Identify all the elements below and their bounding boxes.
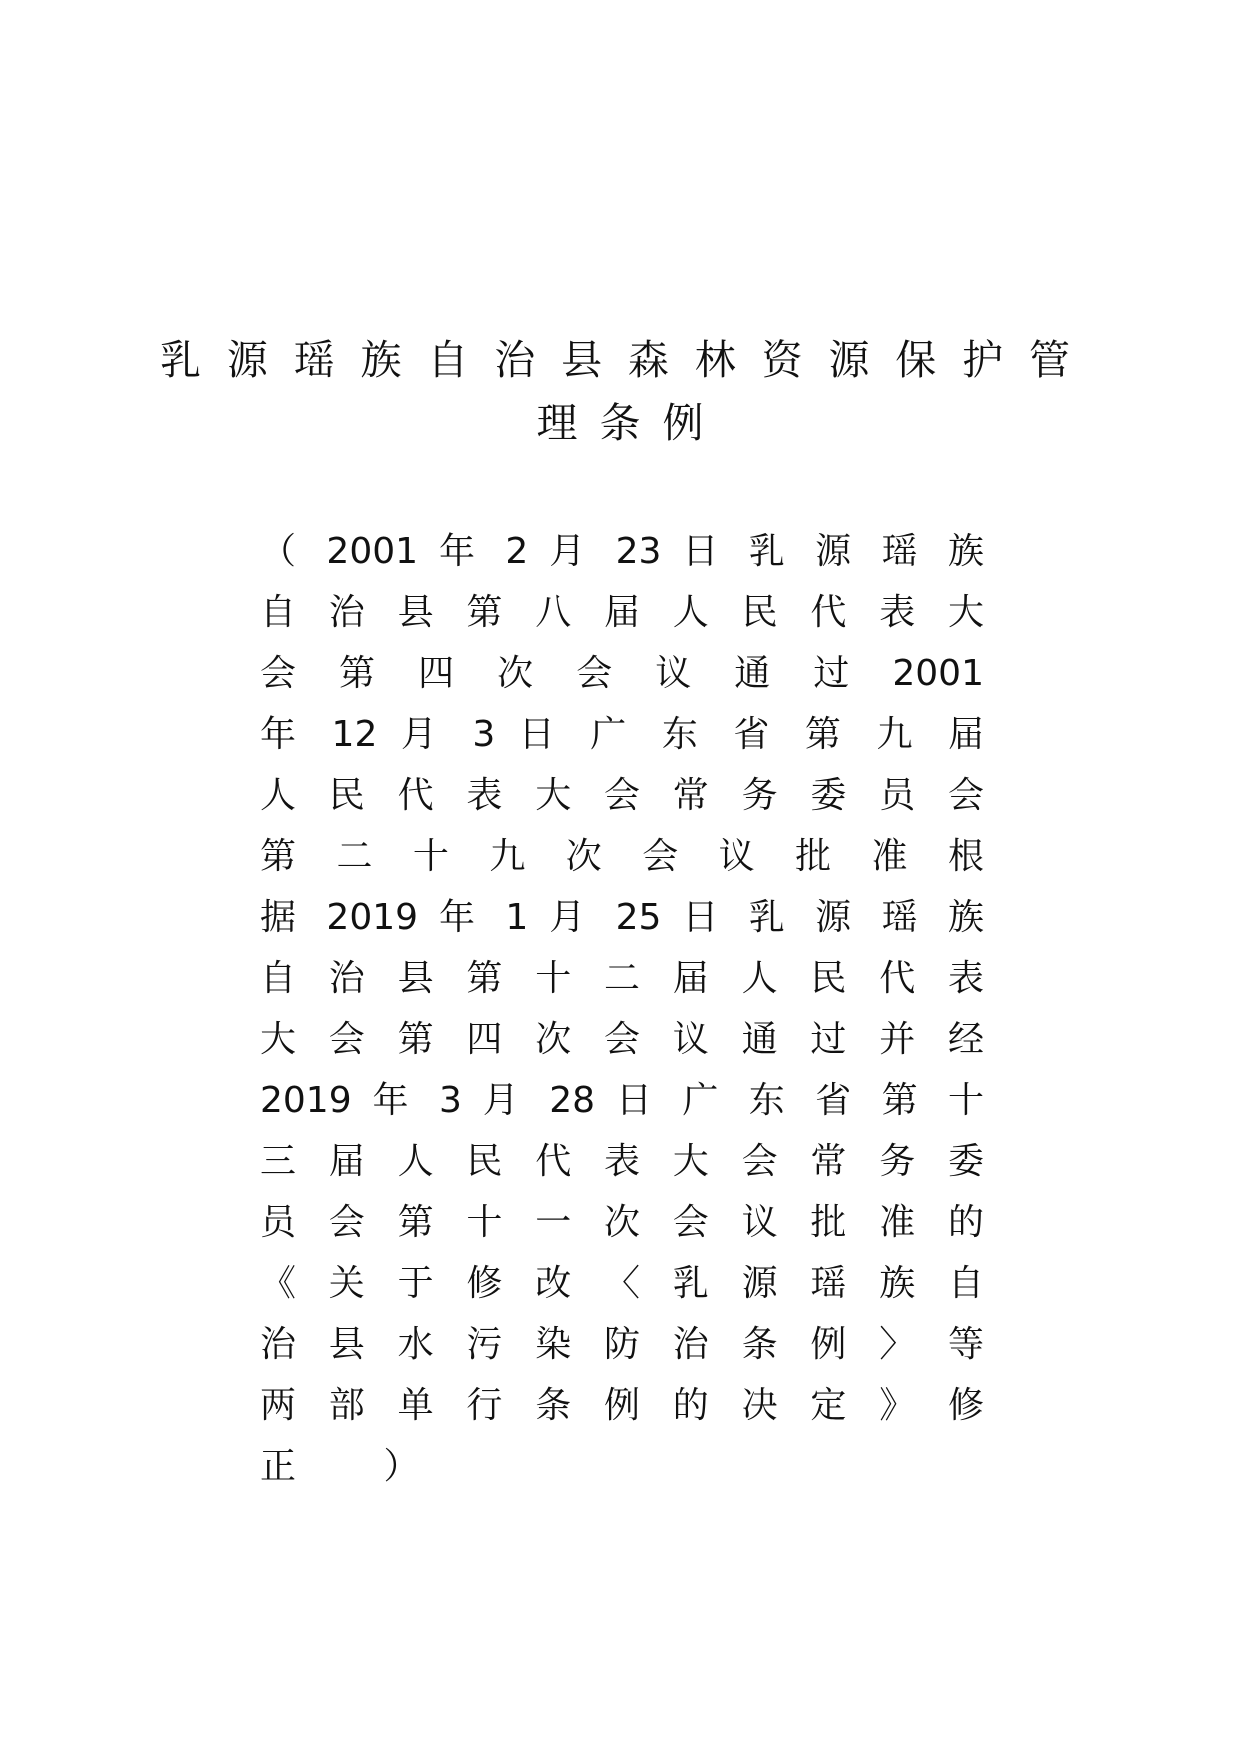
document-title-line-1: 乳源瑶族自治县森林资源保护管: [160, 336, 1070, 384]
adoption-note-line: 正 ）: [260, 1446, 458, 1487]
adoption-note-line: （ 2001 年 2 月 23 日 乳 源 瑶 族: [260, 531, 984, 572]
adoption-note-line: 员 会 第 十 一 次 会 议 批 准 的: [260, 1202, 984, 1243]
adoption-note-line: 《 关 于 修 改 〈 乳 源 瑶 族 自: [260, 1263, 984, 1304]
adoption-note-line: 治 县 水 污 染 防 治 条 例 〉 等: [260, 1324, 984, 1365]
adoption-note-line: 第 二 十 九 次 会 议 批 准 根: [260, 836, 984, 877]
adoption-note-line: 会 第 四 次 会 议 通 过 2001: [260, 653, 984, 694]
adoption-note-line: 人 民 代 表 大 会 常 务 委 员 会: [260, 775, 984, 816]
adoption-note-line: 大 会 第 四 次 会 议 通 过 并 经: [260, 1019, 984, 1060]
adoption-note-line: 三 届 人 民 代 表 大 会 常 务 委: [260, 1141, 984, 1182]
adoption-note-line: 据 2019 年 1 月 25 日 乳 源 瑶 族: [260, 897, 984, 938]
adoption-note-line: 2019 年 3 月 28 日 广 东 省 第 十: [260, 1080, 984, 1121]
adoption-note-line: 年 12 月 3 日 广 东 省 第 九 届: [260, 714, 984, 755]
adoption-note-line: 两 部 单 行 条 例 的 决 定 》 修: [260, 1385, 984, 1426]
adoption-note-line: 自 治 县 第 十 二 届 人 民 代 表: [260, 958, 984, 999]
document-title-line-2: 理条例: [536, 399, 726, 447]
adoption-note-line: 自 治 县 第 八 届 人 民 代 表 大: [260, 592, 984, 633]
